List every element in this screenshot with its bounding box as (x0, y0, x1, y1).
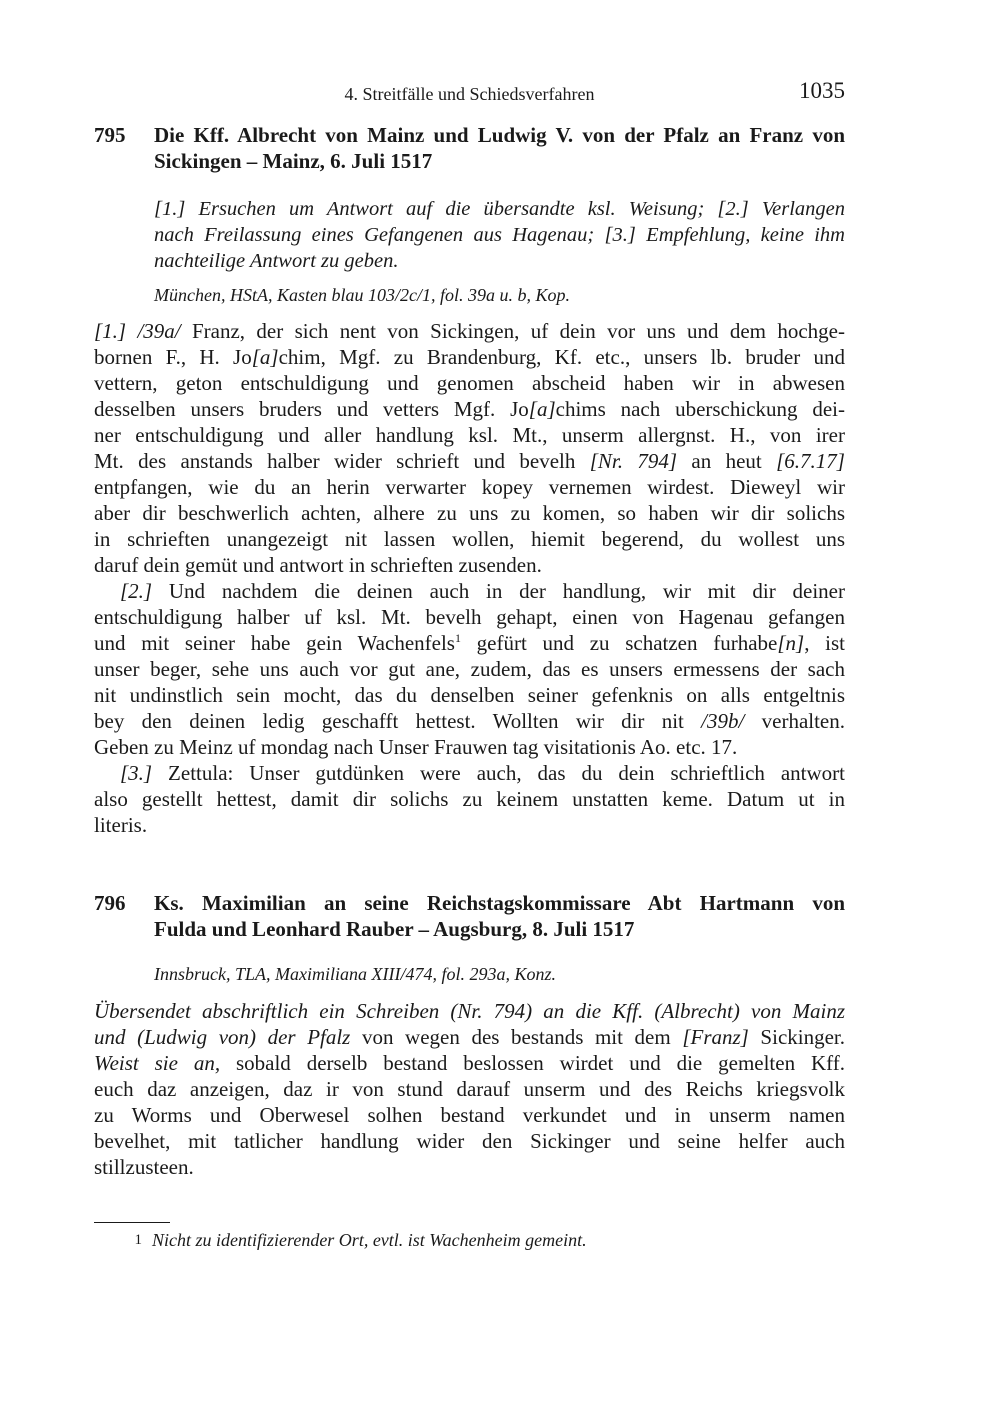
doc-795-regest (154, 196, 845, 274)
doc-796-text (94, 998, 845, 1180)
title-line: Ks. Maximilian an seine Reichstagskommissare Abt Hartmann von (154, 891, 845, 915)
footnote-ref: 1 (454, 631, 461, 645)
footnote (94, 1228, 845, 1252)
text-line: in schrieften unangezeigt nit lassen wollen, hiemit begerend, du wollest uns (94, 527, 845, 551)
text-line: entschuldigung halber uf ksl. Mt. bevelh gehapt, einen von Hagenau gefangen (94, 605, 845, 629)
text-line: Weist sie an, sobald derselb bestand beslossen wirdet und die gemelten Kff. (94, 1051, 845, 1075)
text-line: vettern, geton entschuldigung und genomen abscheid haben wir in abwesen (94, 371, 845, 395)
doc-795-title (154, 122, 845, 174)
footnote-rule (94, 1222, 170, 1223)
regest-line: nach Freilassung eines Gefangenen aus Hagenau; [3.] Empfehlung, keine ihm (154, 224, 845, 246)
text-line: bornen F., H. Jo[a]chim, Mgf. zu Brandenburg, Kf. etc., unsers lb. bruder und (94, 345, 845, 369)
text-line: Geben zu Meinz uf mondag nach Unser Frauwen tag visitationis Ao. etc. 17. (94, 735, 738, 759)
text-line: bevelhet, mit tatlicher handlung wider den Sickinger und seine helfer auch (94, 1129, 845, 1153)
text-line: daruf dein gemüt und antwort in schrieften zusenden. (94, 553, 542, 577)
doc-796-title (154, 890, 845, 942)
text-line: [2.] Und nachdem die deinen auch in der handlung, wir mit dir deiner (120, 579, 845, 603)
text-line: und (Ludwig von) der Pfalz von wegen des bestands mit dem [Franz] Sickinger. (94, 1025, 846, 1049)
text-line: Mt. des anstands halber wider schrieft und bevelh [Nr. 794] an heut [6.7.17] (94, 449, 845, 473)
text-line: bey den deinen ledig geschafft hettest. Wollten wir dir nit /39b/ verhalten. (94, 709, 846, 733)
title-line: Sickingen – Mainz, 6. Juli 1517 (154, 149, 433, 173)
text-line: aber dir beschwerlich achten, alhere zu uns zu komen, so haben wir dir solichs (94, 501, 845, 525)
text-line: literis. (94, 813, 148, 837)
text-line: desselben unsers bruders und vetters Mgf. Jo[a]chims nach uberschickung dei- (94, 397, 845, 421)
text-line: nit undinstlich sein mocht, das du denselben seiner gefenknis on alls entgeltnis (94, 683, 845, 707)
text-line: zu Worms und Oberwesel solhen bestand verkundet und in unserm namen (94, 1103, 845, 1127)
text-line: entpfangen, wie du an herin verwarter kopey vernemen wirdest. Dieweyl wir (94, 475, 845, 499)
doc-795-number: 795 (94, 123, 126, 147)
text-line: stillzusteen. (94, 1155, 194, 1179)
text-line: Übersendet abschriftlich ein Schreiben (Nr. 794) an die Kff. (Albrecht) von Mainz (94, 999, 845, 1023)
title-line: Fulda und Leonhard Rauber – Augsburg, 8. Juli 1517 (154, 917, 635, 941)
doc-795-heading (94, 122, 845, 174)
text-line: euch daz anzeigen, daz ir von stund darauf unserm und des Reichs kriegsvolk (94, 1077, 845, 1101)
doc-796-number: 796 (94, 891, 126, 915)
text-line: ner entschuldigung und aller handlung ksl. Mt., unserm allergnst. H., von irer (94, 423, 845, 447)
footnote-text: Nicht zu identifizierender Ort, evtl. ist Wachenheim gemeint. (152, 1230, 587, 1250)
doc-796-source: Innsbruck, TLA, Maximiliana XIII/474, fol. 293a, Konz. (154, 964, 556, 984)
doc-795-text (94, 318, 845, 838)
doc-795-source: München, HStA, Kasten blau 103/2c/1, fol. 39a u. b, Kop. (154, 285, 570, 305)
page-number: 1035 (799, 78, 845, 103)
regest-line: nachteilige Antwort zu geben. (154, 250, 399, 272)
regest-line: [1.] Ersuchen um Antwort auf die übersandte ksl. Weisung; [2.] Verlangen (154, 198, 845, 220)
running-head (94, 78, 845, 108)
text-line: also gestellt hettest, damit dir solichs zu keinem unstatten keme. Datum ut in (94, 787, 845, 811)
doc-796-heading (94, 890, 845, 942)
text-line: [1.] /39a/ Franz, der sich nent von Sickingen, uf dein vor uns und dem hochge- (94, 319, 845, 343)
text-line: [3.] Zettula: Unser gutdünken were auch, das du dein schrieftlich antwort (120, 761, 845, 785)
footnote-mark: 1 (134, 1232, 142, 1248)
text-line: unser beger, sehe uns auch vor gut ane, zudem, das es unsers ermessens der sach (94, 657, 845, 681)
running-head-title: 4. Streitfälle und Schiedsverfahren (344, 84, 595, 104)
text-line: und mit seiner habe gein Wachenfels$^1$ gefürt und zu schatzen furhabe[n], ist (94, 631, 845, 655)
title-line: Die Kff. Albrecht von Mainz und Ludwig V. von der Pfalz an Franz von (154, 123, 845, 147)
